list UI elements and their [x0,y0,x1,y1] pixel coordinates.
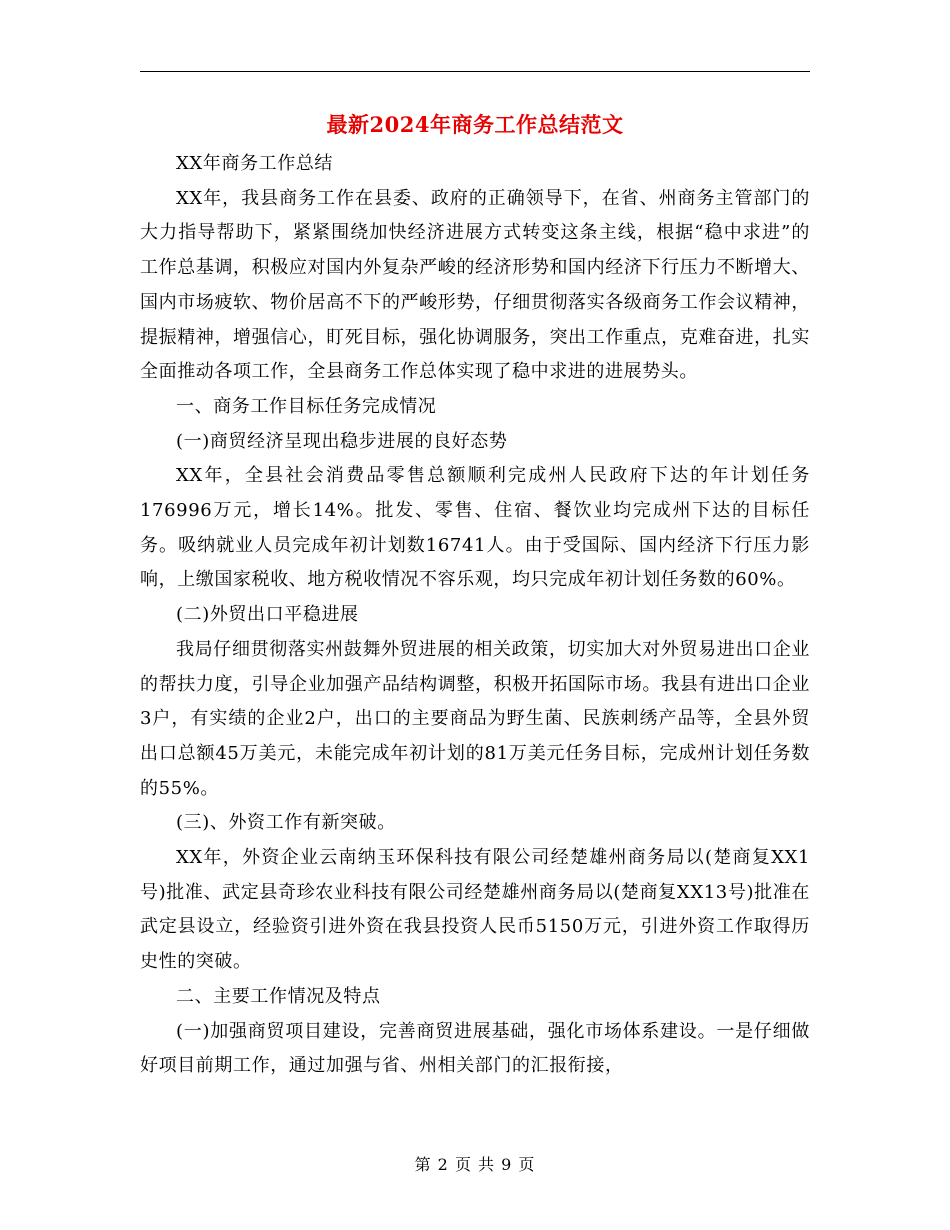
paragraph-foreign-investment: XX年，外资企业云南纳玉环保科技有限公司经楚雄州商务局以(楚商复XX1号)批准、武定县奇珍农业科技有限公司经楚雄州商务局以(楚商复XX13号)批准在武定县设立，经验资引进外资在我县投资人民币5150万元，引进外资工作取得历史性的突破。 [140,847,810,973]
section-heading-1: 一、商务工作目标任务完成情况 [176,395,437,417]
section-heading-2: 二、主要工作情况及特点 [176,985,381,1007]
subsection-heading-1-2: (二)外贸出口平稳进展 [176,604,359,626]
document-title: 最新2024年商务工作总结范文 [326,112,624,137]
paragraph-subtitle: XX年商务工作总结 [176,153,334,174]
header-rule [140,71,810,72]
paragraph-projects: (一)加强商贸项目建设，完善商贸进展基础，强化市场体系建设。一是仔细做好项目前期工作，通过加强与省、州相关部门的汇报衔接， [140,1020,810,1077]
paragraph-intro: XX年，我县商务工作在县委、政府的正确领导下，在省、州商务主管部门的大力指导帮助下，紧紧围绕加快经济进展方式转变这条主线，根据“稳中求进”的工作总基调，积极应对国内外复杂严峻的经济形势和国内经济下行压力不断增大、国内市场疲软、物价居高不下的严峻形势，仔细贯彻落实各级商务工作会议精神，提振精神，增强信心，盯死目标，强化协调服务，突出工作重点，克难奋进，扎实全面推动各项工作，全县商务工作总体实现了稳中求进的进展势头。 [140,187,810,383]
document-body [140,147,810,1084]
page-number-footer: 第 2 页 共 9 页 [414,1155,536,1174]
subsection-heading-1-1: (一)商贸经济呈现出稳步进展的良好态势 [176,430,508,452]
paragraph-retail: XX年，全县社会消费品零售总额顺利完成州人民政府下达的年计划任务176996万元，增长14%。批发、零售、住宿、餐饮业均完成州下达的目标任务。吸纳就业人员完成年初计划数16741人。由于受国际、国内经济下行压力影响，上缴国家税收、地方税收情况不容乐观，均只完成年初计划任务数的60%。 [140,465,810,591]
subsection-heading-1-3: (三)、外资工作有新突破。 [176,812,396,834]
paragraph-export: 我局仔细贯彻落实州鼓舞外贸进展的相关政策，切实加大对外贸易进出口企业的帮扶力度，引导企业加强产品结构调整，积极开拓国际市场。我县有进出口企业3户，有实绩的企业2户，出口的主要商品为野生菌、民族刺绣产品等，全县外贸出口总额45万美元，未能完成年初计划的81万美元任务目标，完成州计划任务数的55%。 [140,638,810,799]
